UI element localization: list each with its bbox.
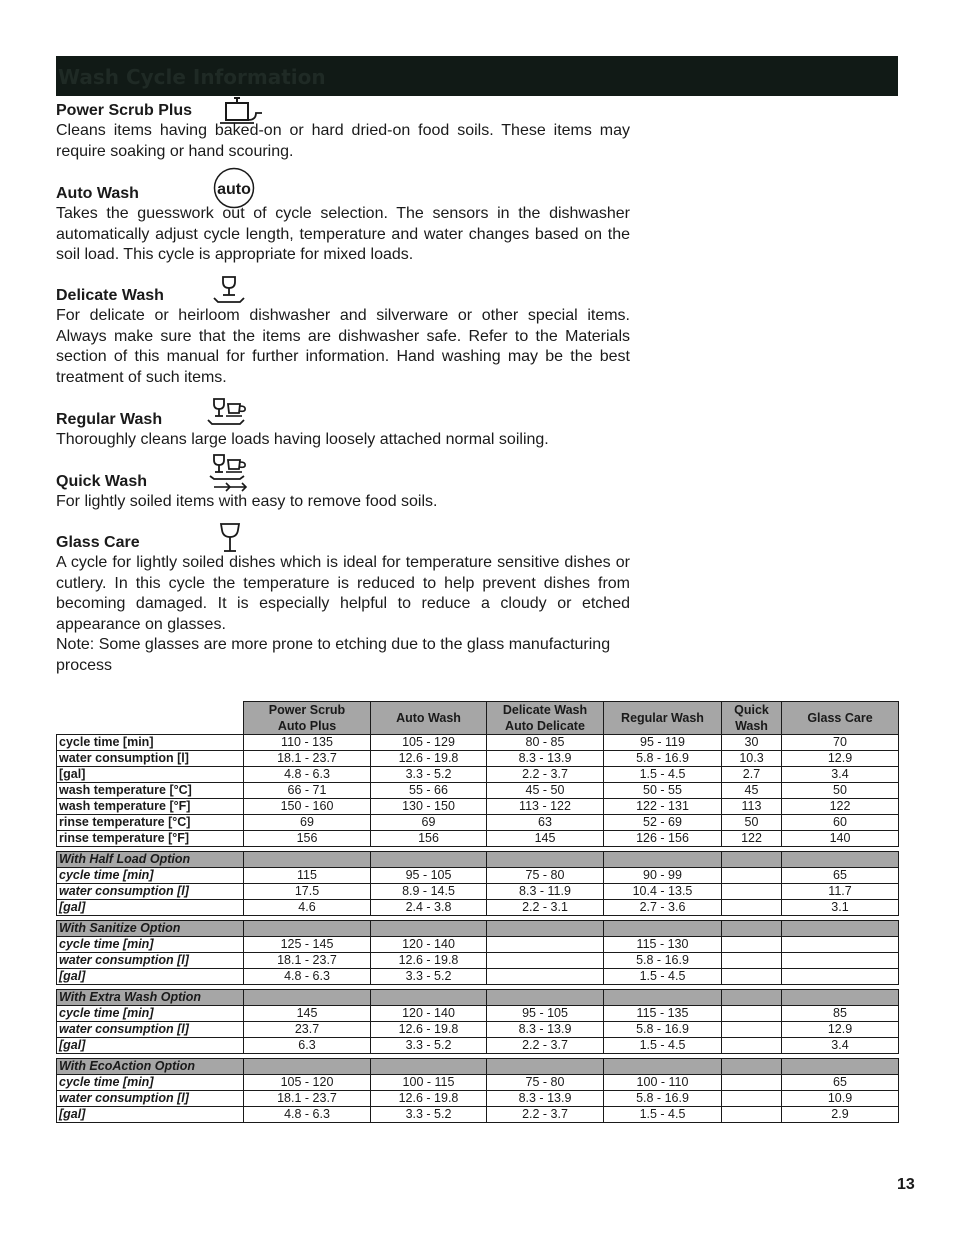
table-cell: 80 - 85	[487, 735, 604, 751]
glass-cup-tray-icon	[206, 396, 250, 430]
table-cell	[722, 1006, 782, 1022]
table-cell: 18.1 - 23.7	[244, 751, 371, 767]
table-row	[57, 953, 899, 969]
row-label: rinse temperature [°C]	[57, 815, 244, 831]
row-label: cycle time [min]	[57, 868, 244, 884]
table-cell: 145	[487, 831, 604, 847]
option-label: With EcoAction Option	[57, 1059, 244, 1075]
table-row	[57, 799, 899, 815]
page-title: Wash Cycle Information	[58, 65, 326, 89]
table-cell: 122 - 131	[604, 799, 722, 815]
option-header-cell	[604, 852, 722, 868]
table-cell: 3.3 - 5.2	[371, 1038, 487, 1054]
option-header-cell	[604, 921, 722, 937]
option-header-cell	[487, 921, 604, 937]
table-row	[57, 767, 899, 783]
cycle-title: Glass Care	[56, 534, 140, 551]
cycle-regular-wash	[56, 410, 630, 451]
table-cell: 50 - 55	[604, 783, 722, 799]
table-cell	[722, 1075, 782, 1091]
table-cell: 3.3 - 5.2	[371, 767, 487, 783]
table-cell: 1.5 - 4.5	[604, 1038, 722, 1054]
cycle-glass-care	[56, 533, 630, 677]
table-cell: 4.8 - 6.3	[244, 969, 371, 985]
table-cell: 90 - 99	[604, 868, 722, 884]
column-header: Glass Care	[782, 702, 899, 735]
table-header-row	[57, 702, 899, 735]
table-row	[57, 884, 899, 900]
option-header-cell	[371, 990, 487, 1006]
option-header-cell	[487, 852, 604, 868]
row-label: rinse temperature [°F]	[57, 831, 244, 847]
cycle-title: Auto Wash	[56, 185, 139, 202]
table-cell	[782, 937, 899, 953]
table-cell	[722, 969, 782, 985]
cycle-description: A cycle for lightly soiled dishes which is ideal for temperature sensitive dishes or cutlery. In this cycle the temperature is reduced to help prevent dishes from becoming damaged. It is especially helpful to reduce a cloudy or etched appearance on glasses.	[56, 554, 630, 633]
table-cell: 75 - 80	[487, 1075, 604, 1091]
table-cell: 2.2 - 3.7	[487, 1107, 604, 1123]
table-cell	[782, 969, 899, 985]
row-label: [gal]	[57, 767, 244, 783]
table-cell: 45	[722, 783, 782, 799]
cycle-data-table	[56, 701, 899, 1123]
column-header: Auto Wash	[371, 702, 487, 735]
table-row	[57, 969, 899, 985]
row-label: water consumption [l]	[57, 1091, 244, 1107]
column-header: Regular Wash	[604, 702, 722, 735]
row-label: cycle time [min]	[57, 735, 244, 751]
option-header-cell	[722, 921, 782, 937]
table-row	[57, 900, 899, 916]
table-header-blank	[57, 702, 244, 735]
table-cell: 4.8 - 6.3	[244, 767, 371, 783]
table-cell: 10.9	[782, 1091, 899, 1107]
table-cell	[722, 953, 782, 969]
table-cell: 45 - 50	[487, 783, 604, 799]
table-cell: 3.4	[782, 767, 899, 783]
auto-icon-label: auto	[217, 181, 251, 198]
table-cell: 130 - 150	[371, 799, 487, 815]
table-cell	[782, 953, 899, 969]
option-header-cell	[371, 1059, 487, 1075]
option-header-cell	[604, 1059, 722, 1075]
table-cell: 3.4	[782, 1038, 899, 1054]
table-cell: 5.8 - 16.9	[604, 751, 722, 767]
table-cell: 69	[371, 815, 487, 831]
table-cell: 113	[722, 799, 782, 815]
option-header-cell	[487, 1059, 604, 1075]
table-cell: 10.3	[722, 751, 782, 767]
table-cell: 2.9	[782, 1107, 899, 1123]
cycle-note: Note: Some glasses are more prone to etching due to the glass manufacturing process	[56, 636, 611, 674]
table-cell	[722, 1091, 782, 1107]
table-cell: 11.7	[782, 884, 899, 900]
table-row	[57, 937, 899, 953]
row-label: [gal]	[57, 900, 244, 916]
table-cell: 2.7	[722, 767, 782, 783]
table-cell: 50	[722, 815, 782, 831]
table-cell: 95 - 105	[371, 868, 487, 884]
table-cell: 125 - 145	[244, 937, 371, 953]
row-label: cycle time [min]	[57, 1006, 244, 1022]
row-label: cycle time [min]	[57, 1075, 244, 1091]
table-cell	[722, 868, 782, 884]
table-cell: 18.1 - 23.7	[244, 953, 371, 969]
table-cell	[722, 884, 782, 900]
pot-icon	[216, 95, 264, 129]
row-label: [gal]	[57, 969, 244, 985]
table-cell	[722, 937, 782, 953]
table-cell: 8.3 - 13.9	[487, 1091, 604, 1107]
row-label: wash temperature [°F]	[57, 799, 244, 815]
table-cell: 52 - 69	[604, 815, 722, 831]
table-cell: 65	[782, 1075, 899, 1091]
option-header-cell	[371, 852, 487, 868]
cycle-auto-wash	[56, 181, 630, 266]
table-cell: 65	[782, 868, 899, 884]
cycle-description: Takes the guesswork out of cycle selection. The sensors in the dishwasher automatically adjust cycle length, temperature and water changes based on the soil load. This cycle is appropriate for mixed loads.	[56, 205, 630, 264]
table-cell: 115 - 130	[604, 937, 722, 953]
row-label: water consumption [l]	[57, 953, 244, 969]
table-cell: 50	[782, 783, 899, 799]
table-cell: 113 - 122	[487, 799, 604, 815]
table-cell: 100 - 115	[371, 1075, 487, 1091]
table-cell: 12.9	[782, 1022, 899, 1038]
option-header-cell	[487, 990, 604, 1006]
table-row	[57, 831, 899, 847]
cycle-title: Power Scrub Plus	[56, 102, 193, 119]
table-cell: 5.8 - 16.9	[604, 953, 722, 969]
table-cell: 2.7 - 3.6	[604, 900, 722, 916]
table-cell: 120 - 140	[371, 1006, 487, 1022]
option-header-cell	[722, 990, 782, 1006]
table-row	[57, 815, 899, 831]
cycle-power-scrub-plus	[56, 101, 630, 162]
table-cell: 3.1	[782, 900, 899, 916]
cycle-quick-wash	[56, 472, 630, 513]
table-cell: 17.5	[244, 884, 371, 900]
table-cell	[722, 1038, 782, 1054]
table-cell: 55 - 66	[371, 783, 487, 799]
table-cell: 75 - 80	[487, 868, 604, 884]
table-cell: 30	[722, 735, 782, 751]
cycle-description: For lightly soiled items with easy to remove food soils.	[56, 493, 438, 510]
table-row	[57, 1006, 899, 1022]
option-header-cell	[604, 990, 722, 1006]
table-cell	[722, 1022, 782, 1038]
table-cell: 8.3 - 13.9	[487, 751, 604, 767]
table-cell: 105 - 120	[244, 1075, 371, 1091]
option-header-cell	[244, 1059, 371, 1075]
table-cell: 115	[244, 868, 371, 884]
column-header: Power Scrub Auto Plus	[244, 702, 371, 735]
table-cell: 85	[782, 1006, 899, 1022]
table-cell: 2.2 - 3.7	[487, 1038, 604, 1054]
table-cell: 8.9 - 14.5	[371, 884, 487, 900]
table-cell: 66 - 71	[244, 783, 371, 799]
table-cell: 126 - 156	[604, 831, 722, 847]
table-cell: 10.4 - 13.5	[604, 884, 722, 900]
table-cell: 150 - 160	[244, 799, 371, 815]
option-header-cell	[722, 852, 782, 868]
table-cell: 69	[244, 815, 371, 831]
column-header: Quick Wash	[722, 702, 782, 735]
table-cell: 5.8 - 16.9	[604, 1022, 722, 1038]
table-cell: 1.5 - 4.5	[604, 767, 722, 783]
table-cell: 3.3 - 5.2	[371, 969, 487, 985]
row-label: [gal]	[57, 1107, 244, 1123]
table-cell: 145	[244, 1006, 371, 1022]
table-cell: 1.5 - 4.5	[604, 1107, 722, 1123]
table-row	[57, 735, 899, 751]
option-header-cell	[244, 852, 371, 868]
option-header-cell	[371, 921, 487, 937]
column-header: Delicate Wash Auto Delicate	[487, 702, 604, 735]
table-cell: 95 - 105	[487, 1006, 604, 1022]
table-cell: 2.2 - 3.1	[487, 900, 604, 916]
option-header-cell	[782, 990, 899, 1006]
table-row	[57, 1107, 899, 1123]
table-cell: 2.2 - 3.7	[487, 767, 604, 783]
quick-wash-icon	[208, 452, 254, 498]
table-cell: 12.6 - 19.8	[371, 1091, 487, 1107]
table-cell: 70	[782, 735, 899, 751]
row-label: water consumption [l]	[57, 884, 244, 900]
cycle-title: Delicate Wash	[56, 287, 164, 304]
table-cell: 12.9	[782, 751, 899, 767]
table-cell: 60	[782, 815, 899, 831]
wine-glass-tray-icon	[210, 274, 250, 308]
table-cell: 12.6 - 19.8	[371, 751, 487, 767]
option-label: With Extra Wash Option	[57, 990, 244, 1006]
table-cell: 6.3	[244, 1038, 371, 1054]
cycle-description: For delicate or heirloom dishwasher and silverware or other special items. Always make sure that the items are dishwasher safe. Refer to the Materials section of this manual for further information. Hand washing may be the best treatment of such items.	[56, 307, 630, 386]
table-cell: 18.1 - 23.7	[244, 1091, 371, 1107]
table-cell: 1.5 - 4.5	[604, 969, 722, 985]
wine-glass-icon	[218, 521, 242, 555]
page-number: 13	[897, 1176, 915, 1193]
table-row	[57, 783, 899, 799]
table-cell	[487, 953, 604, 969]
option-header-cell	[244, 990, 371, 1006]
table-cell: 122	[722, 831, 782, 847]
row-label: wash temperature [°C]	[57, 783, 244, 799]
table-cell	[487, 937, 604, 953]
table-cell: 110 - 135	[244, 735, 371, 751]
option-header-row	[57, 1059, 899, 1075]
table-cell: 4.8 - 6.3	[244, 1107, 371, 1123]
table-row	[57, 1091, 899, 1107]
table-cell	[722, 1107, 782, 1123]
option-header-cell	[244, 921, 371, 937]
table-row	[57, 1075, 899, 1091]
option-header-cell	[782, 921, 899, 937]
table-cell: 8.3 - 11.9	[487, 884, 604, 900]
row-label: water consumption [l]	[57, 751, 244, 767]
table-cell: 2.4 - 3.8	[371, 900, 487, 916]
option-header-cell	[722, 1059, 782, 1075]
table-cell: 8.3 - 13.9	[487, 1022, 604, 1038]
table-cell	[487, 969, 604, 985]
auto-icon	[213, 167, 255, 209]
table-cell: 95 - 119	[604, 735, 722, 751]
table-cell: 115 - 135	[604, 1006, 722, 1022]
table-cell: 156	[371, 831, 487, 847]
option-label: With Half Load Option	[57, 852, 244, 868]
table-cell: 105 - 129	[371, 735, 487, 751]
cycle-title: Regular Wash	[56, 411, 163, 428]
option-header-row	[57, 990, 899, 1006]
table-cell: 120 - 140	[371, 937, 487, 953]
table-cell: 3.3 - 5.2	[371, 1107, 487, 1123]
table-row	[57, 868, 899, 884]
table-cell: 156	[244, 831, 371, 847]
cycle-title: Quick Wash	[56, 473, 147, 490]
table-row	[57, 1022, 899, 1038]
table-cell: 4.6	[244, 900, 371, 916]
table-cell: 23.7	[244, 1022, 371, 1038]
row-label: cycle time [min]	[57, 937, 244, 953]
table-cell: 12.6 - 19.8	[371, 953, 487, 969]
table-cell: 140	[782, 831, 899, 847]
table-cell: 63	[487, 815, 604, 831]
cycle-description: Cleans items having baked-on or hard dried-on food soils. These items may require soaking or hand scouring.	[56, 122, 630, 160]
row-label: [gal]	[57, 1038, 244, 1054]
table-cell: 12.6 - 19.8	[371, 1022, 487, 1038]
cycle-description: Thoroughly cleans large loads having loosely attached normal soiling.	[56, 431, 549, 448]
row-label: water consumption [l]	[57, 1022, 244, 1038]
cycle-delicate-wash	[56, 286, 630, 388]
option-header-row	[57, 921, 899, 937]
table-cell: 122	[782, 799, 899, 815]
option-header-cell	[782, 852, 899, 868]
table-cell: 100 - 110	[604, 1075, 722, 1091]
option-header-row	[57, 852, 899, 868]
table-row	[57, 1038, 899, 1054]
table-cell: 5.8 - 16.9	[604, 1091, 722, 1107]
table-row	[57, 751, 899, 767]
table-cell	[722, 900, 782, 916]
option-label: With Sanitize Option	[57, 921, 244, 937]
option-header-cell	[782, 1059, 899, 1075]
section-header-bar	[56, 56, 898, 96]
